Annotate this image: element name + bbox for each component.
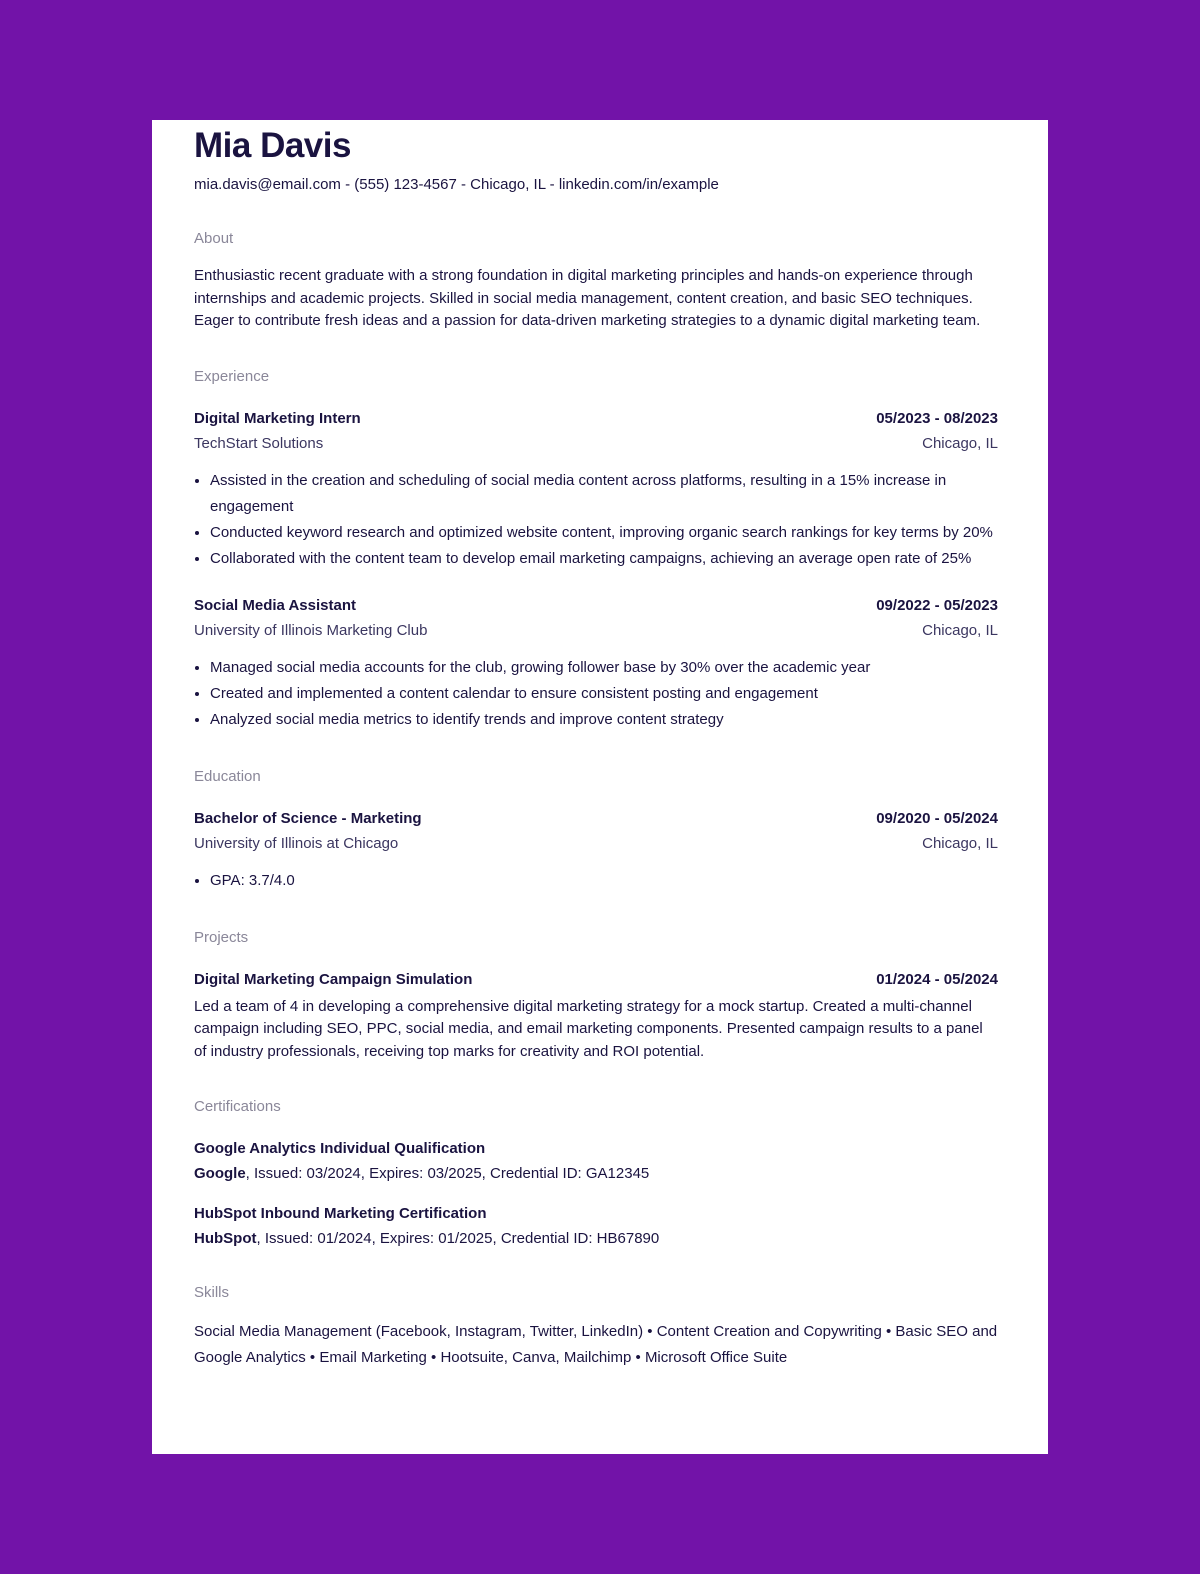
experience-entry (194, 409, 998, 572)
section-title-certifications: Certifications (194, 1098, 281, 1115)
job-location: Chicago, IL (922, 621, 998, 639)
certification-issuer: Google (194, 1165, 246, 1182)
education-dates: 09/2020 - 05/2024 (876, 809, 998, 827)
project-dates: 01/2024 - 05/2024 (876, 970, 998, 988)
project-name: Digital Marketing Campaign Simulation (194, 970, 473, 988)
section-title-experience: Experience (194, 367, 270, 385)
experience-entry (194, 596, 998, 733)
list-item: • Conducted keyword research and optimized website content, improving organic search rankings for key terms by 20% (210, 520, 998, 546)
list-item: • Managed social media accounts for the club, growing follower base by 30% over the academic year (210, 655, 998, 681)
job-bullets (194, 468, 998, 572)
list-item: • GPA: 3.7/4.0 (210, 868, 998, 894)
certification-issuer: HubSpot (194, 1230, 257, 1247)
list-item: • Created and implemented a content calendar to ensure consistent posting and engagement (210, 681, 998, 707)
certification-details: , Issued: 01/2024, Expires: 01/2025, Credential ID: HB67890 (256, 1230, 660, 1247)
contact-line: mia.davis@email.com - (555) 123-4567 - Chicago, IL - linkedin.com/in/example (194, 176, 719, 193)
degree-title: Bachelor of Science - Marketing (194, 809, 422, 827)
job-dates: 05/2023 - 08/2023 (876, 409, 998, 427)
job-title: Digital Marketing Intern (194, 409, 361, 427)
skills-text: Social Media Management (Facebook, Instagram, Twitter, LinkedIn) • Content Creation and Copywriting • Basic SEO and Google Analytics • Email Marketing • Hootsuite, Canva, Mailchimp • Microsoft Office Suite (194, 1323, 998, 1366)
list-item: • Collaborated with the content team to develop email marketing campaigns, achieving an average open rate of 25% (210, 546, 998, 572)
project-description: Led a team of 4 in developing a comprehensive digital marketing strategy for a mock startup. Created a multi-channel campaign including SEO, PPC, social media, and email marketing components. Presented campaign results to a panel of industry professionals, receiving top marks for creativity and ROI potential. (194, 997, 983, 1060)
certification-details: , Issued: 03/2024, Expires: 03/2025, Credential ID: GA12345 (245, 1165, 650, 1182)
section-title-projects: Projects (194, 928, 249, 946)
list-item: • Analyzed social media metrics to identify trends and improve content strategy (210, 707, 998, 733)
certification-entry (194, 1139, 998, 1184)
resume-page (152, 120, 1048, 1454)
job-title: Social Media Assistant (194, 596, 356, 614)
project-entry (194, 970, 998, 1064)
school-location: Chicago, IL (922, 834, 998, 852)
job-location: Chicago, IL (922, 434, 998, 452)
section-title-skills: Skills (194, 1284, 230, 1301)
certification-name: Google Analytics Individual Qualification (194, 1140, 486, 1157)
certification-meta (194, 1164, 998, 1184)
company-name: TechStart Solutions (194, 434, 324, 452)
section-title-about: About (194, 230, 234, 247)
list-item: • Assisted in the creation and scheduling of social media content across platforms, resulting in a 15% increase in engagement (210, 468, 998, 520)
candidate-name: Mia Davis (194, 126, 351, 165)
job-dates: 09/2022 - 05/2023 (876, 596, 998, 614)
school-name: University of Illinois at Chicago (194, 834, 399, 852)
education-entry (194, 809, 998, 894)
certification-entry (194, 1204, 998, 1249)
company-name: University of Illinois Marketing Club (194, 621, 428, 639)
certification-meta (194, 1229, 998, 1249)
section-title-education: Education (194, 767, 261, 785)
about-text: Enthusiastic recent graduate with a strong foundation in digital marketing principles and hands-on experience through internships and academic projects. Skilled in social media management, content creation, and basic SEO techniques. Eager to contribute fresh ideas and a passion for data-driven marketing strategies to a dynamic digital marketing team. (194, 267, 981, 329)
certification-name: HubSpot Inbound Marketing Certification (194, 1205, 487, 1222)
job-bullets (194, 655, 998, 733)
education-bullets (194, 868, 998, 894)
